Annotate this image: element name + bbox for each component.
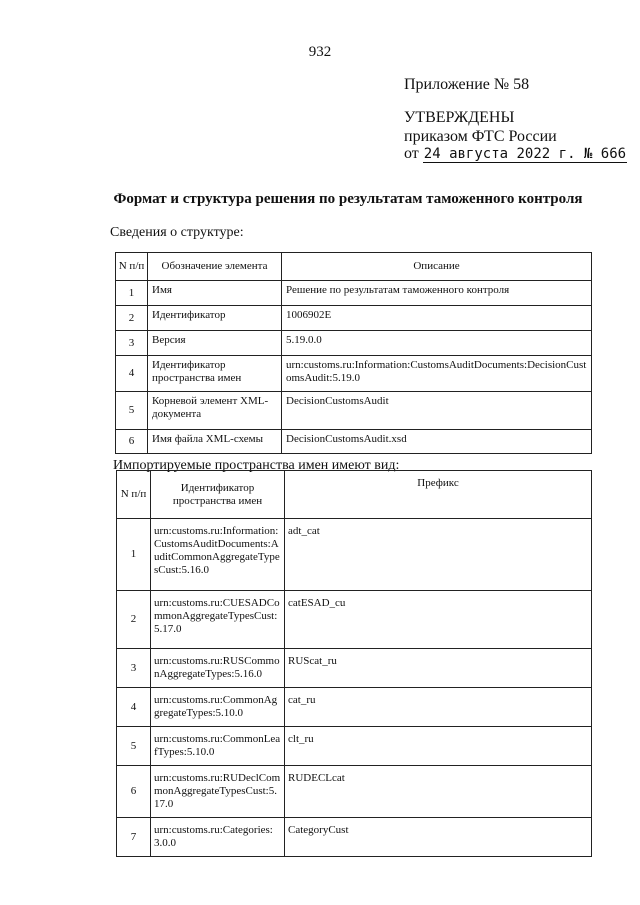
namespace-id: urn:customs.ru:CUESADCommonAggregateTypesCust:5.17.0 [151,591,285,649]
row-number: 5 [116,392,148,430]
page-number: 932 [308,44,332,60]
order-date-handwritten: 24 августа 2022 г. № 666 [423,146,627,162]
element-name: Имя файла XML-схемы [148,430,282,454]
row-number: 2 [117,591,151,649]
column-header: Префикс [285,471,592,519]
element-name: Корневой элемент XML-документа [148,392,282,430]
structure-header-row [116,253,592,281]
table-row [117,766,592,818]
element-name: Идентификатор пространства имен [148,356,282,392]
order-date-line [404,145,627,163]
namespace-id: urn:customs.ru:RUDeclCommonAggregateTypesCust:5.17.0 [151,766,285,818]
column-header: Описание [282,253,592,281]
namespace-id: urn:customs.ru:Information:CustomsAuditDocuments:AuditCommonAggregateTypesCust:5.16.0 [151,519,285,591]
namespace-prefix: cat_ru [285,688,592,727]
element-description: DecisionCustomsAudit [282,392,592,430]
date-prefix: от [404,145,419,162]
row-number: 4 [117,688,151,727]
row-number: 6 [116,430,148,454]
table-row [117,591,592,649]
table-row [116,392,592,430]
table-row [116,281,592,306]
table-row [116,306,592,331]
namespace-id: urn:customs.ru:CommonLeafTypes:5.10.0 [151,727,285,766]
table-row [116,356,592,392]
table-row [117,727,592,766]
row-number: 1 [116,281,148,306]
column-header: Идентификатор пространства имен [151,471,285,519]
namespaces-heading: Импортируемые пространства имен имеют вид: [113,458,400,473]
namespace-prefix: RUDECLcat [285,766,592,818]
appendix-label: Приложение № 58 [404,76,530,93]
namespace-id: urn:customs.ru:RUSCommonAggregateTypes:5.16.0 [151,649,285,688]
element-name: Идентификатор [148,306,282,331]
element-description: 5.19.0.0 [282,331,592,356]
row-number: 3 [116,331,148,356]
order-label: приказом ФТС России [404,128,557,145]
row-number: 6 [117,766,151,818]
column-header: N п/п [117,471,151,519]
element-description: 1006902E [282,306,592,331]
namespaces-header-row [117,471,592,519]
row-number: 1 [117,519,151,591]
document-title: Формат и структура решения по результатам таможенного контроля [113,191,583,207]
table-row [117,688,592,727]
namespace-id: urn:customs.ru:CommonAggregateTypes:5.10.0 [151,688,285,727]
namespace-id: urn:customs.ru:Categories:3.0.0 [151,818,285,857]
column-header: Обозначение элемента [148,253,282,281]
namespace-prefix: CategoryCust [285,818,592,857]
element-description: urn:customs.ru:Information:CustomsAuditDocuments:DecisionCustomsAudit:5.19.0 [282,356,592,392]
row-number: 2 [116,306,148,331]
namespace-prefix: catESAD_cu [285,591,592,649]
approved-label: УТВЕРЖДЕНЫ [404,109,515,126]
table-row [117,519,592,591]
row-number: 4 [116,356,148,392]
namespace-prefix: adt_cat [285,519,592,591]
structure-table [115,252,592,454]
element-description: DecisionCustomsAudit.xsd [282,430,592,454]
element-name: Версия [148,331,282,356]
namespaces-table [116,470,592,857]
row-number: 7 [117,818,151,857]
row-number: 3 [117,649,151,688]
table-row [116,430,592,454]
column-header: N п/п [116,253,148,281]
element-description: Решение по результатам таможенного контроля [282,281,592,306]
namespace-prefix: clt_ru [285,727,592,766]
row-number: 5 [117,727,151,766]
table-row [116,331,592,356]
namespace-prefix: RUScat_ru [285,649,592,688]
table-row [117,649,592,688]
element-name: Имя [148,281,282,306]
structure-heading: Сведения о структуре: [110,225,244,240]
table-row [117,818,592,857]
